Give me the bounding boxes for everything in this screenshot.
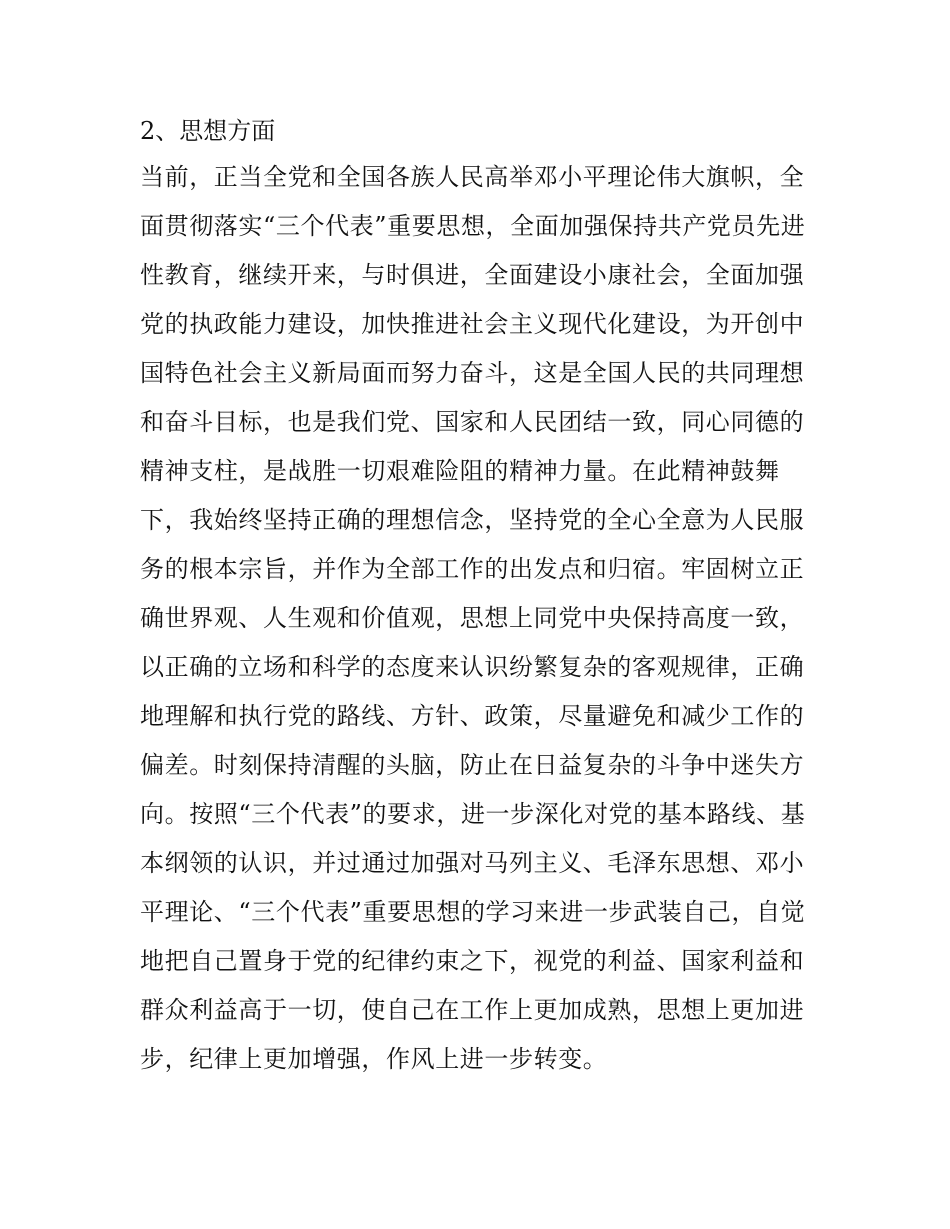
section-heading: 2、思想方面 <box>140 117 276 145</box>
paragraph-line: 平理论、“三个代表”重要思想的学习来进一步武装自己，自觉 <box>140 898 806 926</box>
paragraph-line: 党的执政能力建设，加快推进社会主义现代化建设，为开创中 <box>140 310 805 338</box>
document-body <box>140 113 820 1084</box>
paragraph <box>140 153 820 1084</box>
paragraph-line: 地把自己置身于党的纪律约束之下，视党的利益、国家利益和 <box>140 947 805 975</box>
paragraph-line: 性教育，继续开来，与时俱进，全面建设小康社会，全面加强 <box>140 261 805 289</box>
paragraph-line: 面贯彻落实“三个代表”重要思想，全面加强保持共产党员先进 <box>140 212 806 240</box>
paragraph-line: 地理解和执行党的路线、方针、政策，尽量避免和减少工作的 <box>140 702 805 730</box>
paragraph-line: 下，我始终坚持正确的理想信念，坚持党的全心全意为人民服 <box>140 506 805 534</box>
paragraph-line: 向。按照“三个代表”的要求，进一步深化对党的基本路线、基 <box>140 800 806 828</box>
paragraph-line: 精神支柱，是战胜一切艰难险阻的精神力量。在此精神鼓舞 <box>140 457 780 485</box>
paragraph-line: 当前，正当全党和全国各族人民高举邓小平理论伟大旗帜，全 <box>140 163 805 191</box>
paragraph-line: 和奋斗目标，也是我们党、国家和人民团结一致，同心同德的 <box>140 408 805 436</box>
paragraph-line: 群众利益高于一切，使自己在工作上更加成熟，思想上更加进 <box>140 996 805 1024</box>
paragraph-line: 本纲领的认识，并过通过加强对马列主义、毛泽东思想、邓小 <box>140 849 805 877</box>
paragraph-line: 偏差。时刻保持清醒的头脑，防止在日益复杂的斗争中迷失方 <box>140 751 805 779</box>
paragraph-line: 国特色社会主义新局面而努力奋斗，这是全国人民的共同理想 <box>140 359 805 387</box>
paragraph-line: 务的根本宗旨，并作为全部工作的出发点和归宿。牢固树立正 <box>140 555 805 583</box>
paragraph-line: 步，纪律上更加增强，作风上进一步转变。 <box>140 1045 608 1073</box>
paragraph-line: 以正确的立场和科学的态度来认识纷繁复杂的客观规律，正确 <box>140 653 805 681</box>
paragraph-line: 确世界观、人生观和价值观，思想上同党中央保持高度一致， <box>140 604 805 632</box>
